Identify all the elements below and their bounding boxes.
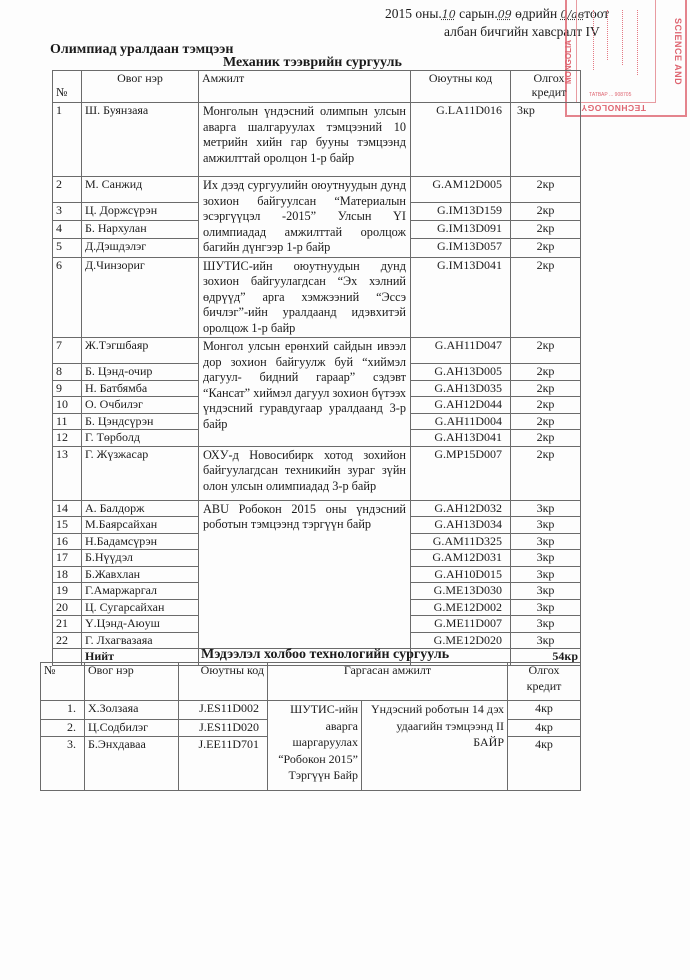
row-no: 1 [53, 103, 82, 177]
header-credit: Олгох кредит [511, 71, 581, 103]
row-no: 8 [53, 364, 82, 381]
row-credit: 2кр [511, 397, 581, 414]
row-name: Ц. Сугарсайхан [82, 599, 199, 616]
header-no: № [53, 71, 82, 103]
table-row [41, 701, 581, 720]
row-name: Д.Дэшдэлэг [82, 239, 199, 257]
row-no: 15 [53, 517, 82, 534]
row-credit: 4кр [508, 737, 581, 791]
row-credit: 3кр [511, 517, 581, 534]
achievement-robocon-shutis: ШУТИС-ийн аварга шаргаруулах “Робокон 2015” Тэргүүн Байр [268, 701, 362, 791]
row-credit: 3кр [511, 103, 581, 177]
table-row [53, 103, 581, 177]
row-credit: 2кр [511, 257, 581, 338]
row-achievement: ABU Робокон 2015 оны үндэсний роботын тэмцээнд тэргүүн байр [199, 500, 411, 649]
row-student-code: G.AH13D005 [411, 364, 511, 381]
row-student-code: G.AM11D325 [411, 533, 511, 550]
row-student-code: G.ME11D007 [411, 616, 511, 633]
row-name: Б.Нүүдэл [82, 550, 199, 567]
row-credit: 3кр [511, 632, 581, 649]
reference-month-label: сарын. [455, 6, 498, 21]
row-no: 16 [53, 533, 82, 550]
row-credit: 2кр [511, 203, 581, 221]
row-credit: 2кр [511, 221, 581, 239]
row-credit: 2кр [511, 338, 581, 364]
row-name: Ц. Доржсүрэн [82, 203, 199, 221]
row-student-code: G.IM13D159 [411, 203, 511, 221]
stamp-script-mark [622, 10, 628, 65]
row-credit: 2кр [511, 239, 581, 257]
row-credit: 3кр [511, 500, 581, 517]
row-achievement: ОХУ-д Новосибирк хотод зохийон байгуулагдсан техникийн зураг зүйн олон улсын олимпиадад 3-р байр [199, 446, 411, 500]
row-student-code: G.AH13D041 [411, 430, 511, 447]
row-name: Г.Амаржаргал [82, 583, 199, 600]
row-no: 2. [41, 720, 85, 737]
row-name: Б.Жавхлан [82, 566, 199, 583]
row-credit: 3кр [511, 533, 581, 550]
table-header-row [41, 663, 581, 701]
row-student-code: G.LA11D016 [411, 103, 511, 177]
stamp-script-mark [637, 10, 643, 75]
row-name: Ү.Цэнд-Аюуш [82, 616, 199, 633]
total-credit: 54кр [511, 649, 581, 666]
row-name: Х.Золзаяа [85, 701, 179, 720]
stamp-text-right: SCIENCE AND [673, 18, 683, 86]
row-name: Г. Лхагвазаяа [82, 632, 199, 649]
row-name: А. Балдорж [82, 500, 199, 517]
row-student-code: G.IM13D091 [411, 221, 511, 239]
row-student-code: G.ME12D002 [411, 599, 511, 616]
table-row [53, 446, 581, 500]
handwritten-number: 0/ав [560, 8, 585, 21]
row-credit: 2кр [511, 430, 581, 447]
row-no: 1. [41, 701, 85, 720]
row-credit: 2кр [511, 364, 581, 381]
row-no: 21 [53, 616, 82, 633]
row-achievement: Их дээд сургуулийн оюутнуудын дунд зохион байгуулсан “Материалын эсэргүүцэл -2015” Улсын ҮI олимпиадад амжилттай оролцож багийн дүнгээр 1-р байр [199, 177, 411, 258]
row-student-code: G.IM13D041 [411, 257, 511, 338]
row-achievement: Монгол улсын ерөнхий сайдын ивээл дор зохион байгуулж буй “хиймэл дагуул- бидний гараар” сэдэвт “Кансат” хиймэл дагуул зохион бүтээх үндэсний гуравдугаар уралдаанд 3-р байр [199, 338, 411, 447]
table1-title: Механик тээврийн сургууль [223, 55, 402, 70]
row-name: Н. Батбямба [82, 380, 199, 397]
table-row [53, 177, 581, 203]
row-student-code: G.IM13D057 [411, 239, 511, 257]
row-student-code: G.AH12D032 [411, 500, 511, 517]
handwritten-month: 10 [441, 8, 456, 21]
table2-title: Мэдээлэл холбоо технологийн сургууль [201, 647, 450, 662]
table-header-row [53, 71, 581, 103]
table-row [53, 338, 581, 364]
header-no: № [41, 663, 85, 701]
row-name: М.Баярсайхан [82, 517, 199, 534]
row-no: 6 [53, 257, 82, 338]
row-name: Ж.Тэгшбаяр [82, 338, 199, 364]
row-no: 19 [53, 583, 82, 600]
handwritten-day: 09 [497, 8, 512, 21]
stamp-small-text: ТАТВАР ... 908705 [589, 92, 632, 98]
row-no: 13 [53, 446, 82, 500]
row-name: Б. Нархулан [82, 221, 199, 239]
row-credit: 3кр [511, 583, 581, 600]
row-student-code: G.AH11D047 [411, 338, 511, 364]
row-no: 3. [41, 737, 85, 791]
row-credit: 3кр [511, 550, 581, 567]
row-student-code: G.AH13D035 [411, 380, 511, 397]
row-name: Н.Бадамсүрэн [82, 533, 199, 550]
row-credit: 3кр [511, 616, 581, 633]
row-no: 14 [53, 500, 82, 517]
row-name: Г. Жүзжасар [82, 446, 199, 500]
row-credit: 3кр [511, 566, 581, 583]
row-name: Б.Энхдаваа [85, 737, 179, 791]
row-no: 4 [53, 221, 82, 239]
header-name: Овог нэр [82, 71, 199, 103]
row-name: М. Санжид [82, 177, 199, 203]
row-name: О. Очбилэг [82, 397, 199, 414]
row-credit: 3кр [511, 599, 581, 616]
row-achievement: Монголын үндэсний олимпын улсын аварга шалгаруулах тэмцээний 10 метрийн хийн гар бууны тэмцээнд амжилттай оролцон 1-р байр [199, 103, 411, 177]
row-no: 18 [53, 566, 82, 583]
row-student-code: G.AM12D031 [411, 550, 511, 567]
row-student-code: J.ES11D020 [179, 720, 268, 737]
stamp-script-mark [607, 10, 613, 60]
row-credit: 4кр [508, 701, 581, 720]
row-name: Ц.Содбилэг [85, 720, 179, 737]
row-credit: 2кр [511, 446, 581, 500]
row-student-code: G.AM12D005 [411, 177, 511, 203]
header-credit: Олгох кредит [508, 663, 581, 701]
table-row [53, 257, 581, 338]
row-student-code: G.AH13D034 [411, 517, 511, 534]
header-student-code: Оюутны код [411, 71, 511, 103]
reference-number-label: тоот [584, 6, 610, 21]
official-stamp [565, 0, 687, 117]
row-credit: 2кр [511, 380, 581, 397]
row-student-code: G.AH12D044 [411, 397, 511, 414]
row-name: Б. Цэнд-очир [82, 364, 199, 381]
row-no: 7 [53, 338, 82, 364]
row-student-code: G.AH11D004 [411, 413, 511, 430]
row-student-code: G.MP15D007 [411, 446, 511, 500]
stamp-script-mark [593, 10, 599, 70]
header-student-code: Оюутны код [179, 663, 268, 701]
row-student-code: J.EE11D701 [179, 737, 268, 791]
row-achievement: ШУТИС-ийн оюутнуудын дунд зохион байгуулагдсан “Эх хэлний өдрүүд” арга хэмжээний “Эссэ бичлэг”-ийн уралдаанд идэвхитэй оролцож 1-р байр [199, 257, 411, 338]
achievement-national-robot: Үндэсний роботын 14 дэх удаагийн тэмцээнд II БАЙР [362, 701, 508, 791]
row-no: 17 [53, 550, 82, 567]
header-name: Овог нэр [85, 663, 179, 701]
row-no: 22 [53, 632, 82, 649]
stamp-text-left: MONGOLIA [564, 40, 573, 84]
row-name: Г. Төрболд [82, 430, 199, 447]
ict-school-table [40, 662, 581, 791]
row-student-code: G.ME13D030 [411, 583, 511, 600]
attachment-label: албан бичгийн хавсралт IV [444, 24, 600, 39]
row-no: 20 [53, 599, 82, 616]
reference-day-label: өдрийн [511, 6, 561, 21]
stamp-inner-frame [576, 0, 656, 103]
header-achievement: Гаргасан амжилт [268, 663, 508, 701]
row-credit: 2кр [511, 413, 581, 430]
row-no: 2 [53, 177, 82, 203]
section-title: Олимпиад уралдаан тэмцээн [50, 42, 234, 57]
row-no: 11 [53, 413, 82, 430]
row-student-code: G.ME12D020 [411, 632, 511, 649]
reference-year: 2015 оны. [385, 6, 442, 21]
row-student-code: J.ES11D002 [179, 701, 268, 720]
header-achievement: Амжилт [199, 71, 411, 103]
mechanical-school-table [52, 70, 581, 666]
row-name: Ш. Буянзаяа [82, 103, 199, 177]
row-no: 9 [53, 380, 82, 397]
row-no: 12 [53, 430, 82, 447]
row-student-code: G.AH10D015 [411, 566, 511, 583]
row-no: 10 [53, 397, 82, 414]
row-name: Д.Чинзориг [82, 257, 199, 338]
stamp-text-bottom: TECHNOLOGY [581, 103, 646, 113]
row-credit: 4кр [508, 720, 581, 737]
row-name: Б. Цэндсүрэн [82, 413, 199, 430]
table-row [53, 500, 581, 517]
total-label: Нийт [82, 649, 199, 666]
row-no: 5 [53, 239, 82, 257]
row-credit: 2кр [511, 177, 581, 203]
row-no: 3 [53, 203, 82, 221]
